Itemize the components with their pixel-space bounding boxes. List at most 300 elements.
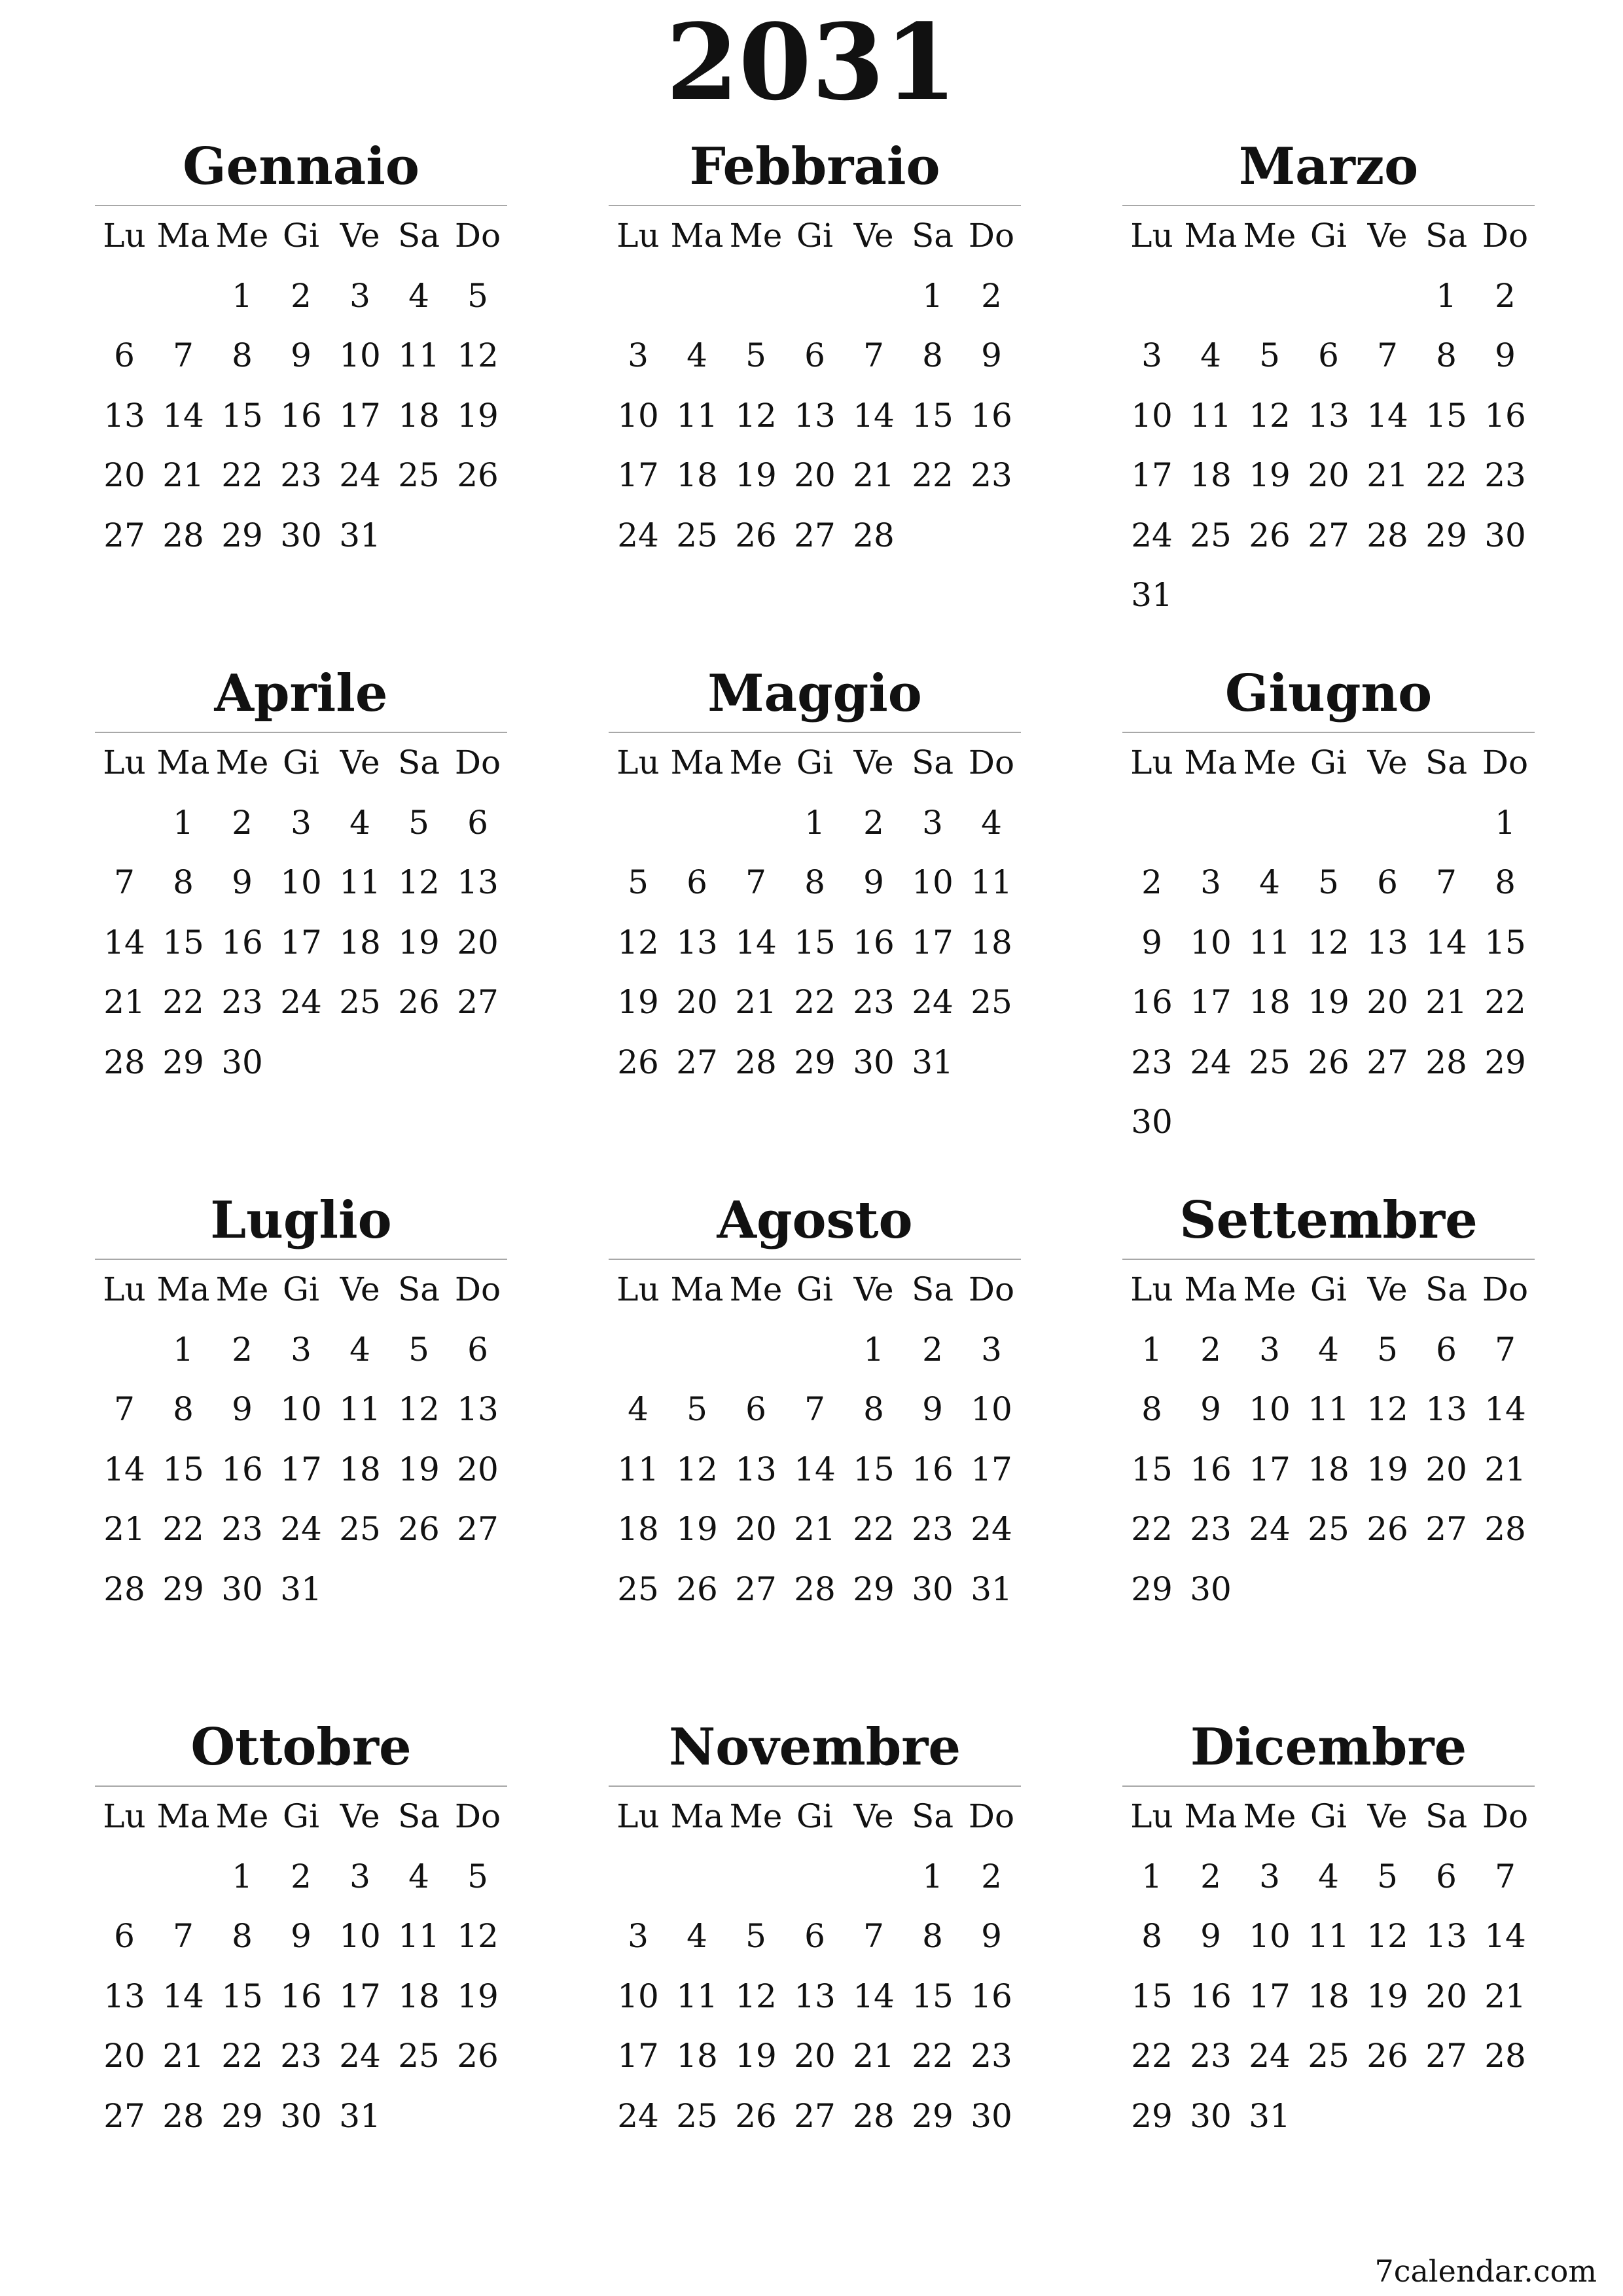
day-cell: 29 <box>221 2096 263 2135</box>
day-cell: 23 <box>912 1510 954 1548</box>
day-cell: 13 <box>103 1977 145 2015</box>
day-cell: 20 <box>1308 456 1349 494</box>
day-cell: 15 <box>162 923 204 961</box>
day-cell: 10 <box>1131 396 1173 435</box>
month-title: Dicembre <box>1190 1717 1467 1777</box>
day-cell: 12 <box>1366 1917 1408 1955</box>
month-settembre <box>1122 1188 1535 1619</box>
empty-day-cell <box>785 266 844 327</box>
day-cell: 26 <box>617 1043 659 1081</box>
weekday-header: Sa <box>397 744 440 781</box>
weekday-header: Lu <box>616 744 660 781</box>
day-cell: 15 <box>912 1977 954 2015</box>
day-cell: 3 <box>1259 1857 1280 1895</box>
day-cell: 21 <box>162 2037 204 2075</box>
month-aprile <box>95 661 507 1092</box>
day-cell: 19 <box>457 1977 499 2015</box>
day-cell: 1 <box>1141 1857 1162 1895</box>
weekday-header: Me <box>1243 217 1296 255</box>
day-cell: 25 <box>339 1510 381 1548</box>
day-cell: 28 <box>103 1043 145 1081</box>
month-days-grid <box>609 206 1021 565</box>
day-cell: 1 <box>804 803 825 842</box>
day-cell: 7 <box>745 863 766 901</box>
day-cell: 18 <box>398 396 440 435</box>
day-cell: 4 <box>408 1857 429 1895</box>
day-cell: 29 <box>221 516 263 554</box>
day-cell: 10 <box>339 336 381 374</box>
day-cell: 6 <box>467 803 488 842</box>
day-cell: 26 <box>398 1510 440 1548</box>
month-ottobre <box>95 1715 507 2146</box>
day-cell: 27 <box>457 983 499 1021</box>
day-cell: 11 <box>1308 1917 1349 1955</box>
day-cell: 4 <box>628 1390 649 1428</box>
weekday-header: Lu <box>1130 217 1173 255</box>
day-cell: 8 <box>863 1390 884 1428</box>
day-cell: 5 <box>687 1390 707 1428</box>
day-cell: 27 <box>794 516 836 554</box>
weekday-header: Gi <box>796 1270 833 1308</box>
day-cell: 22 <box>853 1510 895 1548</box>
month-marzo <box>1122 134 1535 626</box>
empty-day-cell <box>95 1320 154 1380</box>
day-cell: 11 <box>398 1917 440 1955</box>
day-cell: 26 <box>1366 2037 1408 2075</box>
day-cell: 22 <box>221 456 263 494</box>
empty-day-cell <box>1122 793 1181 853</box>
day-cell: 12 <box>676 1450 718 1488</box>
weekday-header: Ma <box>156 217 210 255</box>
day-cell: 18 <box>1190 456 1232 494</box>
day-cell: 4 <box>687 1917 707 1955</box>
day-cell: 31 <box>971 1570 1012 1608</box>
site-credit: 7calendar.com <box>1374 2253 1597 2289</box>
day-cell: 19 <box>398 1450 440 1488</box>
day-cell: 28 <box>1484 2037 1526 2075</box>
day-cell: 19 <box>735 2037 777 2075</box>
day-cell: 21 <box>794 1510 836 1548</box>
day-cell: 5 <box>408 803 429 842</box>
day-cell: 25 <box>1190 516 1232 554</box>
weekday-header: Gi <box>283 217 319 255</box>
weekday-header: Me <box>729 744 783 781</box>
weekday-header: Gi <box>283 744 319 781</box>
day-cell: 3 <box>922 803 943 842</box>
day-cell: 7 <box>1377 336 1398 374</box>
empty-day-cell <box>95 1847 154 1907</box>
weekday-header: Me <box>215 744 269 781</box>
day-cell: 20 <box>794 456 836 494</box>
month-days-grid <box>1122 206 1535 626</box>
day-cell: 27 <box>794 2096 836 2135</box>
empty-day-cell <box>1122 266 1181 327</box>
day-cell: 9 <box>922 1390 943 1428</box>
weekday-header: Ve <box>1367 217 1408 255</box>
day-cell: 28 <box>853 516 895 554</box>
weekday-header: Sa <box>1425 1797 1468 1835</box>
empty-day-cell <box>95 266 154 327</box>
day-cell: 11 <box>1308 1390 1349 1428</box>
day-cell: 25 <box>676 2096 718 2135</box>
day-cell: 27 <box>1366 1043 1408 1081</box>
month-days-grid <box>609 1260 1021 1619</box>
day-cell: 23 <box>1190 2037 1232 2075</box>
day-cell: 14 <box>853 396 895 435</box>
weekday-header: Sa <box>397 217 440 255</box>
empty-day-cell <box>95 793 154 853</box>
day-cell: 16 <box>221 1450 263 1488</box>
month-days-grid <box>609 733 1021 1092</box>
day-cell: 21 <box>1484 1977 1526 2015</box>
day-cell: 22 <box>1484 983 1526 1021</box>
weekday-header: Gi <box>283 1797 319 1835</box>
day-cell: 13 <box>457 863 499 901</box>
weekday-header: Me <box>215 1270 269 1308</box>
day-cell: 29 <box>912 2096 954 2135</box>
weekday-header: Sa <box>911 1797 954 1835</box>
day-cell: 1 <box>1495 803 1516 842</box>
weekday-header: Do <box>968 217 1015 255</box>
day-cell: 20 <box>457 1450 499 1488</box>
day-cell: 9 <box>232 863 253 901</box>
weekday-header: Sa <box>911 217 954 255</box>
day-cell: 23 <box>1131 1043 1173 1081</box>
empty-day-cell <box>668 266 726 327</box>
day-cell: 29 <box>853 1570 895 1608</box>
empty-day-cell <box>1417 793 1476 853</box>
day-cell: 12 <box>1308 923 1349 961</box>
day-cell: 13 <box>457 1390 499 1428</box>
weekday-header: Sa <box>397 1797 440 1835</box>
day-cell: 18 <box>339 923 381 961</box>
month-days-grid <box>95 1787 507 2146</box>
empty-day-cell <box>785 1320 844 1380</box>
day-cell: 18 <box>676 456 718 494</box>
day-cell: 24 <box>617 516 659 554</box>
day-cell: 28 <box>162 516 204 554</box>
day-cell: 5 <box>467 1857 488 1895</box>
day-cell: 26 <box>1308 1043 1349 1081</box>
day-cell: 4 <box>1259 863 1280 901</box>
day-cell: 26 <box>735 516 777 554</box>
day-cell: 22 <box>1425 456 1467 494</box>
day-cell: 28 <box>1366 516 1408 554</box>
day-cell: 7 <box>863 1917 884 1955</box>
day-cell: 16 <box>1131 983 1173 1021</box>
day-cell: 8 <box>1436 336 1457 374</box>
day-cell: 24 <box>1131 516 1173 554</box>
day-cell: 10 <box>971 1390 1012 1428</box>
day-cell: 7 <box>114 1390 135 1428</box>
day-cell: 3 <box>349 1857 370 1895</box>
day-cell: 9 <box>1200 1390 1221 1428</box>
weekday-header: Me <box>1243 1797 1296 1835</box>
empty-day-cell <box>785 1847 844 1907</box>
weekday-header: Ve <box>1367 744 1408 781</box>
weekday-header: Sa <box>1425 1270 1468 1308</box>
day-cell: 3 <box>628 336 649 374</box>
empty-day-cell <box>1358 266 1417 327</box>
day-cell: 20 <box>1425 1450 1467 1488</box>
day-cell: 3 <box>628 1917 649 1955</box>
day-cell: 28 <box>103 1570 145 1608</box>
day-cell: 11 <box>339 863 381 901</box>
month-title: Marzo <box>1238 137 1419 196</box>
weekday-header: Me <box>729 1270 783 1308</box>
day-cell: 10 <box>280 1390 322 1428</box>
day-cell: 28 <box>162 2096 204 2135</box>
day-cell: 21 <box>103 1510 145 1548</box>
day-cell: 22 <box>162 983 204 1021</box>
day-cell: 1 <box>232 1857 253 1895</box>
day-cell: 2 <box>232 803 253 842</box>
day-cell: 2 <box>922 1330 943 1369</box>
day-cell: 7 <box>173 336 194 374</box>
day-cell: 16 <box>1190 1450 1232 1488</box>
month-title: Agosto <box>717 1191 913 1250</box>
day-cell: 12 <box>1366 1390 1408 1428</box>
day-cell: 8 <box>173 863 194 901</box>
day-cell: 27 <box>676 1043 718 1081</box>
day-cell: 8 <box>232 336 253 374</box>
day-cell: 21 <box>1425 983 1467 1021</box>
day-cell: 31 <box>1249 2096 1291 2135</box>
day-cell: 3 <box>981 1330 1002 1369</box>
weekday-header: Ve <box>340 1797 380 1835</box>
day-cell: 25 <box>1249 1043 1291 1081</box>
day-cell: 19 <box>457 396 499 435</box>
day-cell: 16 <box>280 396 322 435</box>
day-cell: 1 <box>173 803 194 842</box>
weekday-header: Lu <box>103 217 146 255</box>
day-cell: 2 <box>1495 276 1516 315</box>
weekday-header: Sa <box>1425 744 1468 781</box>
day-cell: 16 <box>853 923 895 961</box>
day-cell: 29 <box>162 1570 204 1608</box>
weekday-header: Lu <box>1130 744 1173 781</box>
day-cell: 24 <box>912 983 954 1021</box>
month-febbraio <box>609 134 1021 565</box>
day-cell: 17 <box>280 923 322 961</box>
day-cell: 26 <box>735 2096 777 2135</box>
weekday-header: Ve <box>853 217 894 255</box>
day-cell: 25 <box>398 456 440 494</box>
day-cell: 15 <box>221 1977 263 2015</box>
day-cell: 20 <box>103 456 145 494</box>
day-cell: 19 <box>1249 456 1291 494</box>
empty-day-cell <box>609 266 668 327</box>
day-cell: 11 <box>971 863 1012 901</box>
day-cell: 31 <box>339 2096 381 2135</box>
day-cell: 31 <box>339 516 381 554</box>
day-cell: 11 <box>617 1450 659 1488</box>
day-cell: 4 <box>1318 1857 1339 1895</box>
day-cell: 17 <box>1249 1450 1291 1488</box>
day-cell: 31 <box>280 1570 322 1608</box>
day-cell: 3 <box>349 276 370 315</box>
day-cell: 6 <box>1436 1857 1457 1895</box>
day-cell: 15 <box>794 923 836 961</box>
day-cell: 14 <box>1484 1917 1526 1955</box>
day-cell: 29 <box>1131 1570 1173 1608</box>
day-cell: 7 <box>1495 1857 1516 1895</box>
day-cell: 14 <box>735 923 777 961</box>
weekday-header: Ve <box>853 744 894 781</box>
weekday-header: Do <box>1482 217 1529 255</box>
weekday-header: Gi <box>796 744 833 781</box>
day-cell: 19 <box>617 983 659 1021</box>
day-cell: 10 <box>1249 1917 1291 1955</box>
day-cell: 30 <box>912 1570 954 1608</box>
day-cell: 17 <box>339 1977 381 2015</box>
month-title: Luglio <box>210 1191 392 1250</box>
day-cell: 16 <box>971 1977 1012 2015</box>
day-cell: 1 <box>173 1330 194 1369</box>
day-cell: 21 <box>735 983 777 1021</box>
day-cell: 16 <box>221 923 263 961</box>
day-cell: 15 <box>1484 923 1526 961</box>
empty-day-cell <box>726 1320 785 1380</box>
month-title: Novembre <box>668 1717 961 1777</box>
day-cell: 8 <box>232 1917 253 1955</box>
day-cell: 15 <box>1131 1450 1173 1488</box>
day-cell: 13 <box>1425 1390 1467 1428</box>
day-cell: 13 <box>794 1977 836 2015</box>
day-cell: 25 <box>971 983 1012 1021</box>
day-cell: 2 <box>1200 1857 1221 1895</box>
day-cell: 5 <box>628 863 649 901</box>
day-cell: 30 <box>221 1570 263 1608</box>
day-cell: 14 <box>1425 923 1467 961</box>
day-cell: 14 <box>794 1450 836 1488</box>
day-cell: 27 <box>1425 2037 1467 2075</box>
day-cell: 9 <box>863 863 884 901</box>
day-cell: 30 <box>221 1043 263 1081</box>
day-cell: 6 <box>1377 863 1398 901</box>
day-cell: 6 <box>1318 336 1339 374</box>
day-cell: 13 <box>1366 923 1408 961</box>
day-cell: 13 <box>1425 1917 1467 1955</box>
day-cell: 11 <box>676 396 718 435</box>
weekday-header: Ma <box>670 744 724 781</box>
day-cell: 26 <box>398 983 440 1021</box>
day-cell: 23 <box>1190 1510 1232 1548</box>
day-cell: 1 <box>922 276 943 315</box>
day-cell: 22 <box>1131 2037 1173 2075</box>
day-cell: 21 <box>1366 456 1408 494</box>
day-cell: 26 <box>457 456 499 494</box>
day-cell: 12 <box>398 863 440 901</box>
day-cell: 23 <box>1484 456 1526 494</box>
day-cell: 29 <box>162 1043 204 1081</box>
weekday-header: Gi <box>1310 744 1347 781</box>
weekday-header: Gi <box>796 217 833 255</box>
day-cell: 1 <box>1436 276 1457 315</box>
day-cell: 16 <box>1190 1977 1232 2015</box>
month-title: Gennaio <box>183 137 419 196</box>
day-cell: 23 <box>853 983 895 1021</box>
weekday-header: Ve <box>1367 1797 1408 1835</box>
day-cell: 28 <box>853 2096 895 2135</box>
day-cell: 5 <box>1377 1857 1398 1895</box>
day-cell: 27 <box>457 1510 499 1548</box>
day-cell: 9 <box>291 336 312 374</box>
empty-day-cell <box>844 266 903 327</box>
weekday-header: Lu <box>103 744 146 781</box>
day-cell: 23 <box>280 2037 322 2075</box>
day-cell: 23 <box>221 983 263 1021</box>
weekday-header: Lu <box>103 1797 146 1835</box>
empty-day-cell <box>154 1847 213 1907</box>
weekday-header: Ma <box>670 217 724 255</box>
empty-day-cell <box>1358 793 1417 853</box>
empty-day-cell <box>609 1847 668 1907</box>
day-cell: 31 <box>912 1043 954 1081</box>
day-cell: 7 <box>173 1917 194 1955</box>
weekday-header: Do <box>454 1270 501 1308</box>
weekday-header: Ve <box>853 1797 894 1835</box>
empty-day-cell <box>668 793 726 853</box>
day-cell: 16 <box>971 396 1012 435</box>
month-novembre <box>609 1715 1021 2146</box>
day-cell: 18 <box>1308 1450 1349 1488</box>
day-cell: 27 <box>1425 1510 1467 1548</box>
day-cell: 17 <box>971 1450 1012 1488</box>
weekday-header: Sa <box>911 744 954 781</box>
month-title: Febbraio <box>689 137 940 196</box>
weekday-header: Me <box>729 217 783 255</box>
day-cell: 18 <box>1249 983 1291 1021</box>
day-cell: 8 <box>922 336 943 374</box>
day-cell: 1 <box>922 1857 943 1895</box>
weekday-header: Ve <box>340 744 380 781</box>
day-cell: 27 <box>735 1570 777 1608</box>
weekday-header: Gi <box>796 1797 833 1835</box>
day-cell: 24 <box>1249 2037 1291 2075</box>
weekday-header: Ma <box>1184 744 1238 781</box>
day-cell: 10 <box>617 396 659 435</box>
weekday-header: Me <box>1243 744 1296 781</box>
day-cell: 3 <box>1259 1330 1280 1369</box>
empty-day-cell <box>1240 266 1299 327</box>
weekday-header: Ve <box>1367 1270 1408 1308</box>
day-cell: 18 <box>398 1977 440 2015</box>
weekday-header: Ma <box>1184 1797 1238 1835</box>
day-cell: 15 <box>162 1450 204 1488</box>
day-cell: 21 <box>853 456 895 494</box>
empty-day-cell <box>726 1847 785 1907</box>
day-cell: 24 <box>1249 1510 1291 1548</box>
day-cell: 9 <box>981 1917 1002 1955</box>
weekday-header: Lu <box>1130 1797 1173 1835</box>
weekday-header: Do <box>1482 1270 1529 1308</box>
weekday-header: Do <box>454 217 501 255</box>
day-cell: 4 <box>981 803 1002 842</box>
month-days-grid <box>1122 1260 1535 1619</box>
day-cell: 8 <box>173 1390 194 1428</box>
weekday-header: Sa <box>911 1270 954 1308</box>
day-cell: 12 <box>1249 396 1291 435</box>
day-cell: 9 <box>1141 923 1162 961</box>
day-cell: 11 <box>1249 923 1291 961</box>
weekday-header: Lu <box>103 1270 146 1308</box>
day-cell: 17 <box>617 2037 659 2075</box>
month-days-grid <box>1122 733 1535 1153</box>
day-cell: 8 <box>1495 863 1516 901</box>
day-cell: 19 <box>735 456 777 494</box>
day-cell: 4 <box>349 803 370 842</box>
